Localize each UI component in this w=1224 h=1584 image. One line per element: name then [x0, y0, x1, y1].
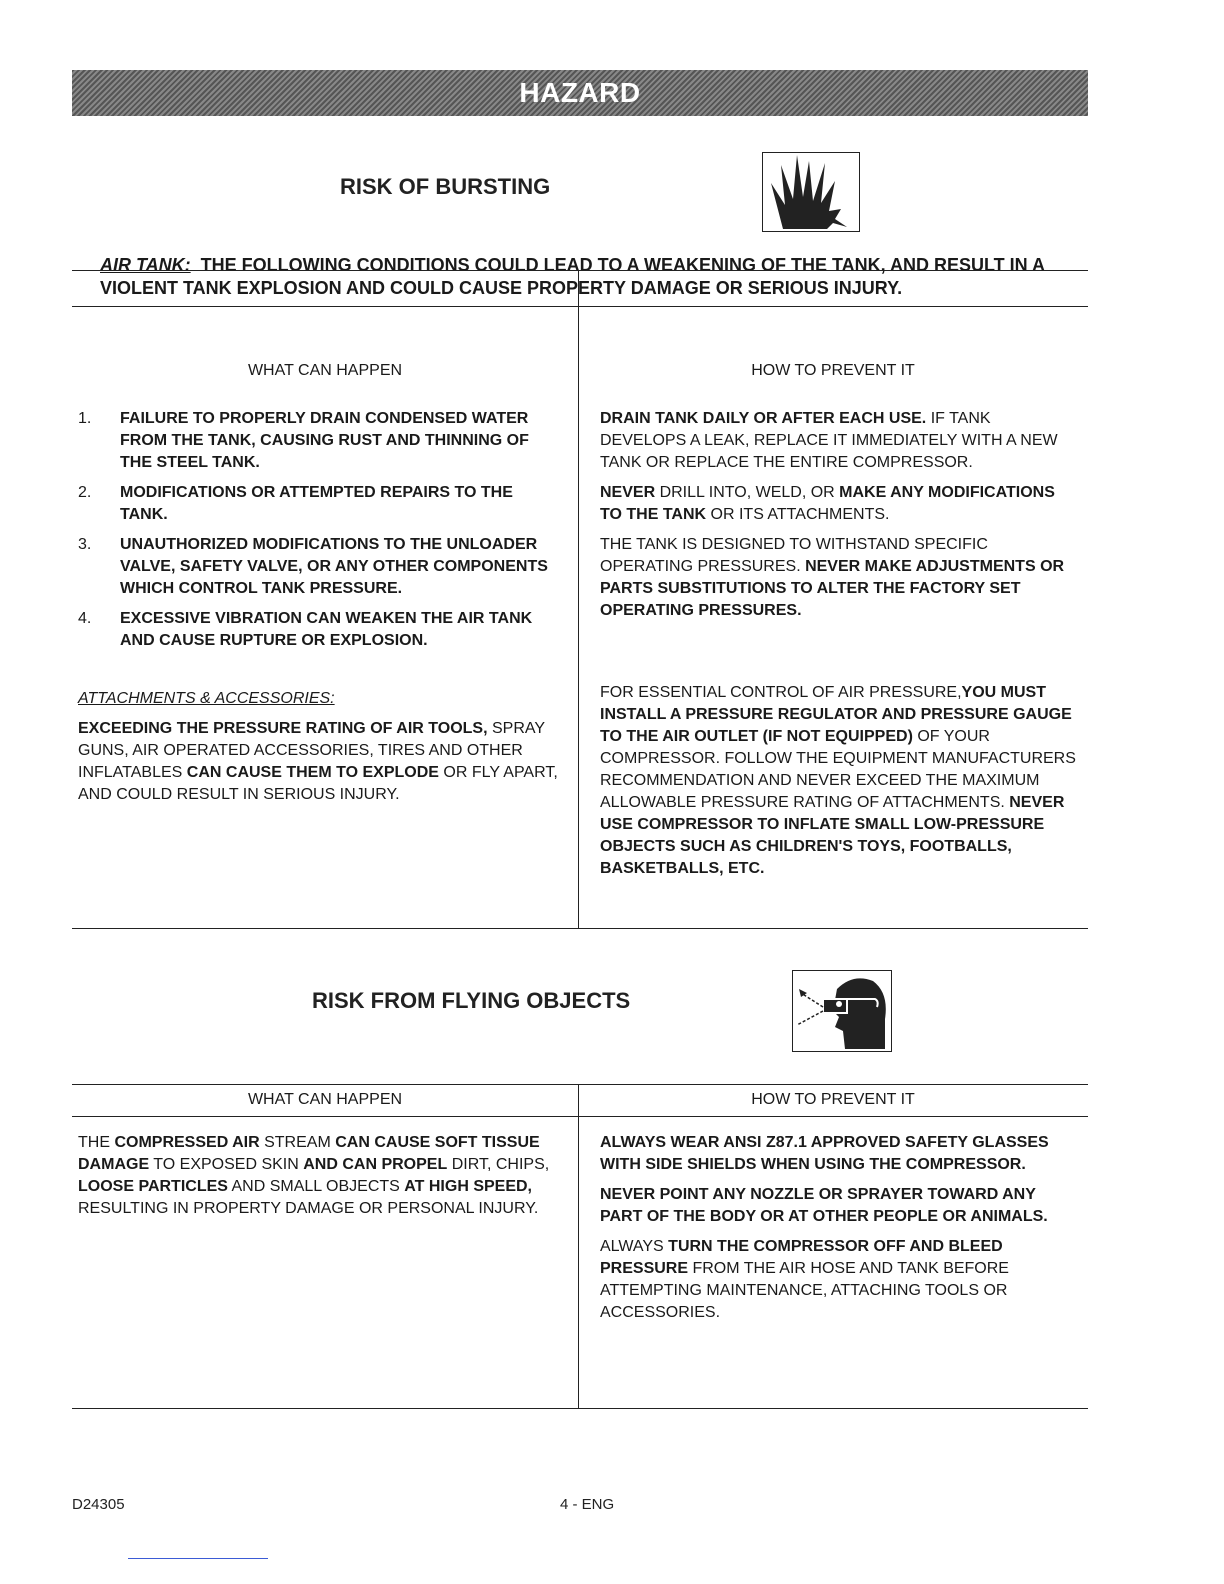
- text: TO EXPOSED SKIN: [149, 1156, 304, 1173]
- list-item: [78, 534, 564, 600]
- text: FOR ESSENTIAL CONTROL OF AIR PRESSURE,: [600, 684, 962, 701]
- prevent-paragraph: [600, 1236, 1080, 1324]
- text: THE TANK IS DESIGNED TO WITHSTAND SPECIFIC OPERATING PRESSURES.: [600, 536, 988, 575]
- bold-text: AND CAN PROPEL: [303, 1156, 448, 1173]
- divider: [72, 270, 1088, 271]
- column-divider: [578, 270, 579, 928]
- bold-text: YOU MUST INSTALL A PRESSURE REGULATOR AND PRESSURE GAUGE TO THE AIR OUTLET (IF NOT EQUIPPED): [600, 684, 1072, 745]
- bold-text: DRAIN TANK DAILY OR AFTER EACH USE.: [600, 410, 927, 427]
- list-item: [78, 482, 564, 526]
- text: OF YOUR COMPRESSOR. FOLLOW THE EQUIPMENT MANUFACTURERS RECOMMENDATION AND NEVER EXCEED THE MAXIMUM ALLOWABLE PRESSURE RATING OF ATTACHMENTS.: [600, 728, 1076, 811]
- divider: [72, 928, 1088, 929]
- page-number: 4 - ENG: [560, 1496, 615, 1513]
- prevent-paragraph: [600, 1184, 1080, 1228]
- text: OR FLY APART, AND COULD RESULT IN SERIOUS INJURY.: [78, 764, 558, 803]
- happen-column: [78, 1132, 564, 1228]
- text: FROM THE AIR HOSE AND TANK BEFORE ATTEMPTING MAINTENANCE, ATTACHING TOOLS OR ACCESSORIES.: [600, 1260, 1009, 1321]
- item-text: EXCESSIVE VIBRATION CAN WEAKEN THE AIR TANK AND CAUSE RUPTURE OR EXPLOSION.: [120, 610, 533, 649]
- item-text: FAILURE TO PROPERLY DRAIN CONDENSED WATER FROM THE TANK, CAUSING RUST AND THINNING OF THE STEEL TANK.: [120, 410, 529, 471]
- prevent-column: [600, 408, 1080, 888]
- bold-text: NEVER: [600, 484, 656, 501]
- safety-glasses-icon: [792, 970, 892, 1052]
- section-title: RISK OF BURSTING: [340, 174, 551, 199]
- document-number: D24305: [72, 1496, 125, 1513]
- happen-column: [78, 408, 564, 814]
- prevent-paragraph: [600, 534, 1080, 622]
- item-number: 2.: [78, 484, 92, 501]
- text: STREAM: [259, 1134, 336, 1151]
- item-number: 1.: [78, 410, 92, 427]
- text: SPRAY GUNS, AIR OPERATED ACCESSORIES, TIRES AND OTHER INFLATABLES: [78, 720, 545, 781]
- item-text: MODIFICATIONS OR ATTEMPTED REPAIRS TO THE TANK.: [120, 484, 513, 523]
- attachments-text: [78, 718, 564, 806]
- bold-text: COMPRESSED AIR: [114, 1134, 260, 1151]
- divider: [72, 1408, 1088, 1409]
- col-header-prevent: HOW TO PREVENT IT: [751, 362, 915, 379]
- col-header-prevent: HOW TO PREVENT IT: [751, 1091, 915, 1108]
- bold-text: CAN CAUSE THEM TO EXPLODE: [186, 764, 439, 781]
- prevent-paragraph: [600, 482, 1080, 526]
- happen-text: [78, 1132, 564, 1220]
- bold-text: NEVER USE COMPRESSOR TO INFLATE SMALL LOW-PRESSURE OBJECTS SUCH AS CHILDREN'S TOYS, FOOTBALLS, BASKETBALLS, ETC.: [600, 794, 1065, 877]
- section-title: RISK FROM FLYING OBJECTS: [312, 988, 631, 1013]
- attachments-label: ATTACHMENTS & ACCESSORIES:: [78, 690, 335, 707]
- link-underline: [128, 1558, 268, 1559]
- bold-text: NEVER MAKE ADJUSTMENTS OR PARTS SUBSTITUTIONS TO ALTER THE FACTORY SET OPERATING PRESSURES.: [600, 558, 1065, 619]
- hazard-banner: [72, 70, 1088, 116]
- banner-text: HAZARD: [519, 77, 641, 108]
- bold-text: MAKE ANY MODIFICATIONS TO THE TANK: [600, 484, 1055, 523]
- bold-text: CAN CAUSE SOFT TISSUE DAMAGE: [78, 1134, 540, 1173]
- text: AND SMALL OBJECTS: [227, 1178, 405, 1195]
- text: RESULTING IN PROPERTY DAMAGE OR PERSONAL INJURY.: [78, 1200, 539, 1217]
- divider: [72, 306, 1088, 307]
- prevent-attachments-text: [600, 682, 1080, 880]
- col-header-happen: WHAT CAN HAPPEN: [247, 362, 403, 379]
- bold-text: NEVER POINT ANY NOZZLE OR SPRAYER TOWARD ANY PART OF THE BODY OR AT OTHER PEOPLE OR ANIMALS.: [600, 1186, 1048, 1225]
- bold-text: ALWAYS WEAR ANSI Z87.1 APPROVED SAFETY GLASSES WITH SIDE SHIELDS WHEN USING THE COMPRESSOR.: [600, 1134, 1049, 1173]
- text: ALWAYS: [600, 1238, 669, 1255]
- text: OR ITS ATTACHMENTS.: [706, 506, 890, 523]
- text: DRILL INTO, WELD, OR: [655, 484, 840, 501]
- prevent-column: [600, 1132, 1080, 1332]
- text: DIRT, CHIPS,: [447, 1156, 550, 1173]
- item-text: UNAUTHORIZED MODIFICATIONS TO THE UNLOADER VALVE, SAFETY VALVE, OR ANY OTHER COMPONENTS WHICH CONTROL TANK PRESSURE.: [120, 536, 548, 597]
- prevent-paragraph: [600, 408, 1080, 474]
- bold-text: TURN THE COMPRESSOR OFF AND BLEED PRESSURE: [600, 1238, 1003, 1277]
- column-divider: [578, 1084, 579, 1408]
- list-item: [78, 408, 564, 474]
- item-number: 4.: [78, 610, 92, 627]
- divider: [72, 1084, 1088, 1085]
- col-header-happen: WHAT CAN HAPPEN: [247, 1091, 403, 1108]
- prevent-paragraph: [600, 1132, 1080, 1176]
- air-tank-warning: [100, 254, 1080, 300]
- list-item: [78, 608, 564, 652]
- text: THE: [78, 1134, 115, 1151]
- item-number: 3.: [78, 536, 92, 553]
- bold-text: LOOSE PARTICLES: [78, 1178, 228, 1195]
- explosion-icon: [762, 152, 860, 232]
- bold-text: EXCEEDING THE PRESSURE RATING OF AIR TOOLS,: [78, 720, 488, 737]
- divider: [72, 1116, 1088, 1117]
- text: IF TANK DEVELOPS A LEAK, REPLACE IT IMMEDIATELY WITH A NEW TANK OR REPLACE THE ENTIRE COMPRESSOR.: [600, 410, 1058, 471]
- intro-label: AIR TANK:: [100, 255, 191, 275]
- intro-text: THE FOLLOWING CONDITIONS COULD LEAD TO A WEAKENING OF THE TANK, AND RESULT IN A VIOLENT TANK EXPLOSION AND COULD CAUSE PROPERTY DAMAGE OR SERIOUS INJURY.: [100, 255, 1045, 298]
- bold-text: AT HIGH SPEED,: [404, 1178, 532, 1195]
